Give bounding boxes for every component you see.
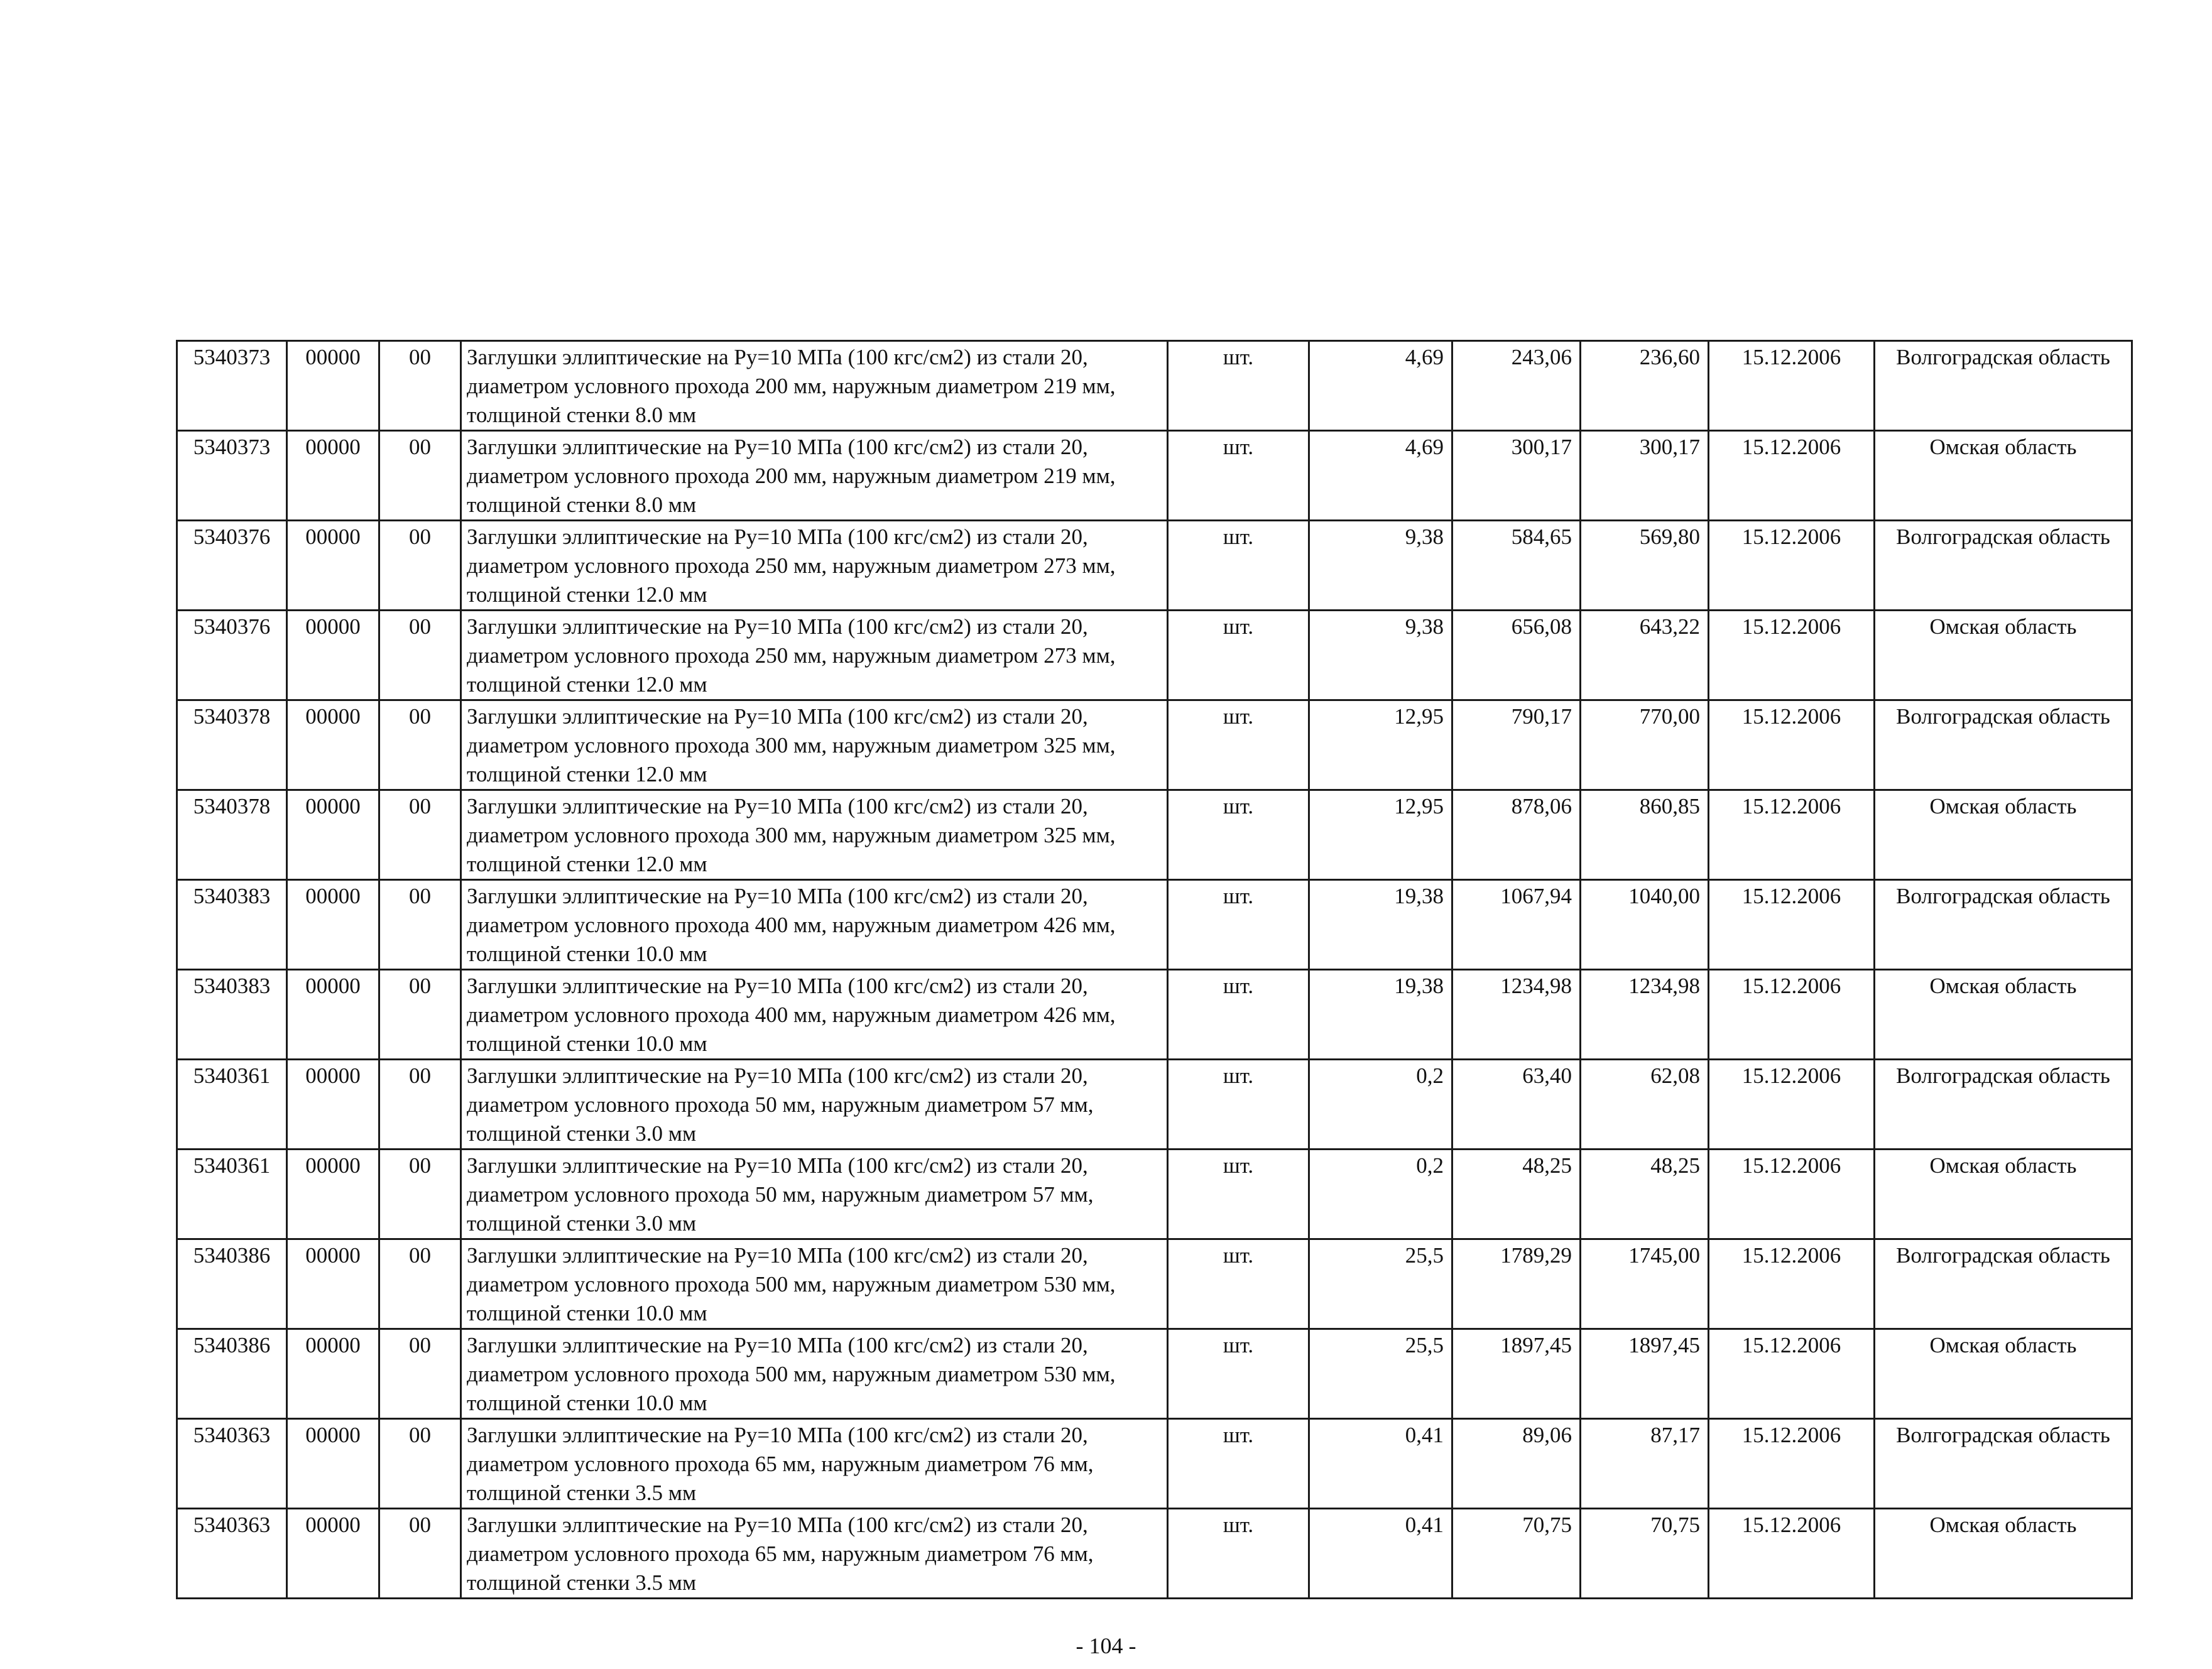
cell-price-1: 656,08 — [1452, 611, 1581, 700]
cell-subcode2: 00 — [379, 1509, 461, 1599]
cell-name: Заглушки эллиптические на Ру=10 МПа (100 кгс/см2) из стали 20, диаметром условного прохода 500 мм, наружным диаметром 530 мм, толщиной стенки 10.0 мм — [461, 1329, 1168, 1419]
table-row — [177, 1329, 2132, 1419]
cell-date: 15.12.2006 — [1709, 1419, 1875, 1509]
cell-price-2: 70,75 — [1581, 1509, 1709, 1599]
cell-subcode: 00000 — [287, 431, 379, 521]
cell-weight: 4,69 — [1309, 431, 1452, 521]
cell-subcode: 00000 — [287, 341, 379, 431]
table-row — [177, 1509, 2132, 1599]
cell-subcode: 00000 — [287, 521, 379, 611]
cell-price-2: 300,17 — [1581, 431, 1709, 521]
cell-weight: 19,38 — [1309, 880, 1452, 970]
cell-subcode: 00000 — [287, 611, 379, 700]
table-row — [177, 611, 2132, 700]
cell-code: 5340386 — [177, 1329, 287, 1419]
cell-region: Волгоградская область — [1875, 1419, 2132, 1509]
cell-date: 15.12.2006 — [1709, 431, 1875, 521]
cell-subcode: 00000 — [287, 1509, 379, 1599]
cell-region: Омская область — [1875, 1509, 2132, 1599]
cell-date: 15.12.2006 — [1709, 1329, 1875, 1419]
cell-subcode2: 00 — [379, 431, 461, 521]
cell-name: Заглушки эллиптические на Ру=10 МПа (100 кгс/см2) из стали 20, диаметром условного прохода 300 мм, наружным диаметром 325 мм, толщиной стенки 12.0 мм — [461, 700, 1168, 790]
cell-region: Волгоградская область — [1875, 521, 2132, 611]
table-row — [177, 970, 2132, 1060]
cell-weight: 12,95 — [1309, 700, 1452, 790]
cell-name: Заглушки эллиптические на Ру=10 МПа (100 кгс/см2) из стали 20, диаметром условного прохода 250 мм, наружным диаметром 273 мм, толщиной стенки 12.0 мм — [461, 521, 1168, 611]
cell-weight: 4,69 — [1309, 341, 1452, 431]
cell-price-2: 1897,45 — [1581, 1329, 1709, 1419]
cell-unit: шт. — [1168, 880, 1309, 970]
cell-price-1: 63,40 — [1452, 1060, 1581, 1150]
cell-code: 5340383 — [177, 970, 287, 1060]
cell-weight: 12,95 — [1309, 790, 1452, 880]
cell-price-2: 1040,00 — [1581, 880, 1709, 970]
cell-subcode: 00000 — [287, 1419, 379, 1509]
cell-region: Омская область — [1875, 970, 2132, 1060]
cell-weight: 0,41 — [1309, 1509, 1452, 1599]
cell-price-1: 1789,29 — [1452, 1239, 1581, 1329]
cell-price-1: 1067,94 — [1452, 880, 1581, 970]
cell-price-1: 584,65 — [1452, 521, 1581, 611]
cell-subcode2: 00 — [379, 341, 461, 431]
cell-subcode: 00000 — [287, 1150, 379, 1239]
cell-name: Заглушки эллиптические на Ру=10 МПа (100 кгс/см2) из стали 20, диаметром условного прохода 250 мм, наружным диаметром 273 мм, толщиной стенки 12.0 мм — [461, 611, 1168, 700]
cell-date: 15.12.2006 — [1709, 1150, 1875, 1239]
cell-price-2: 87,17 — [1581, 1419, 1709, 1509]
cell-weight: 9,38 — [1309, 611, 1452, 700]
cell-region: Омская область — [1875, 790, 2132, 880]
cell-region: Омская область — [1875, 1329, 2132, 1419]
cell-code: 5340378 — [177, 790, 287, 880]
cell-subcode: 00000 — [287, 1329, 379, 1419]
cell-unit: шт. — [1168, 1509, 1309, 1599]
cell-code: 5340361 — [177, 1060, 287, 1150]
cell-code: 5340363 — [177, 1419, 287, 1509]
page-number: - 104 - — [1076, 1633, 1136, 1658]
cell-price-1: 243,06 — [1452, 341, 1581, 431]
cell-date: 15.12.2006 — [1709, 1239, 1875, 1329]
cell-price-2: 643,22 — [1581, 611, 1709, 700]
cell-subcode2: 00 — [379, 880, 461, 970]
cell-region: Волгоградская область — [1875, 700, 2132, 790]
cell-subcode2: 00 — [379, 1329, 461, 1419]
cell-code: 5340373 — [177, 431, 287, 521]
cell-region: Омская область — [1875, 431, 2132, 521]
cell-price-1: 300,17 — [1452, 431, 1581, 521]
cell-weight: 19,38 — [1309, 970, 1452, 1060]
table-row — [177, 700, 2132, 790]
cell-date: 15.12.2006 — [1709, 1060, 1875, 1150]
cell-weight: 0,2 — [1309, 1150, 1452, 1239]
cell-date: 15.12.2006 — [1709, 341, 1875, 431]
cell-subcode: 00000 — [287, 700, 379, 790]
table-row — [177, 1239, 2132, 1329]
cell-subcode2: 00 — [379, 1060, 461, 1150]
cell-unit: шт. — [1168, 970, 1309, 1060]
price-table — [176, 340, 2133, 1599]
cell-price-2: 860,85 — [1581, 790, 1709, 880]
table-row — [177, 790, 2132, 880]
cell-code: 5340386 — [177, 1239, 287, 1329]
cell-subcode: 00000 — [287, 1239, 379, 1329]
table-row — [177, 1419, 2132, 1509]
cell-unit: шт. — [1168, 1150, 1309, 1239]
cell-price-2: 62,08 — [1581, 1060, 1709, 1150]
cell-code: 5340376 — [177, 521, 287, 611]
cell-price-1: 48,25 — [1452, 1150, 1581, 1239]
cell-date: 15.12.2006 — [1709, 970, 1875, 1060]
cell-price-2: 770,00 — [1581, 700, 1709, 790]
table-row — [177, 341, 2132, 431]
cell-subcode2: 00 — [379, 700, 461, 790]
cell-subcode: 00000 — [287, 970, 379, 1060]
cell-code: 5340383 — [177, 880, 287, 970]
cell-subcode2: 00 — [379, 521, 461, 611]
cell-name: Заглушки эллиптические на Ру=10 МПа (100 кгс/см2) из стали 20, диаметром условного прохода 200 мм, наружным диаметром 219 мм, толщиной стенки 8.0 мм — [461, 341, 1168, 431]
cell-subcode2: 00 — [379, 970, 461, 1060]
cell-price-2: 1745,00 — [1581, 1239, 1709, 1329]
cell-subcode: 00000 — [287, 1060, 379, 1150]
cell-price-1: 1234,98 — [1452, 970, 1581, 1060]
cell-name: Заглушки эллиптические на Ру=10 МПа (100 кгс/см2) из стали 20, диаметром условного прохода 50 мм, наружным диаметром 57 мм, толщиной стенки 3.0 мм — [461, 1060, 1168, 1150]
table-row — [177, 880, 2132, 970]
cell-subcode: 00000 — [287, 880, 379, 970]
cell-unit: шт. — [1168, 521, 1309, 611]
cell-price-1: 89,06 — [1452, 1419, 1581, 1509]
cell-code: 5340376 — [177, 611, 287, 700]
cell-price-2: 1234,98 — [1581, 970, 1709, 1060]
table-body — [177, 341, 2132, 1599]
cell-unit: шт. — [1168, 1329, 1309, 1419]
cell-region: Омская область — [1875, 1150, 2132, 1239]
cell-price-1: 70,75 — [1452, 1509, 1581, 1599]
cell-name: Заглушки эллиптические на Ру=10 МПа (100 кгс/см2) из стали 20, диаметром условного прохода 50 мм, наружным диаметром 57 мм, толщиной стенки 3.0 мм — [461, 1150, 1168, 1239]
cell-unit: шт. — [1168, 341, 1309, 431]
cell-name: Заглушки эллиптические на Ру=10 МПа (100 кгс/см2) из стали 20, диаметром условного прохода 200 мм, наружным диаметром 219 мм, толщиной стенки 8.0 мм — [461, 431, 1168, 521]
cell-subcode2: 00 — [379, 790, 461, 880]
cell-name: Заглушки эллиптические на Ру=10 МПа (100 кгс/см2) из стали 20, диаметром условного прохода 65 мм, наружным диаметром 76 мм, толщиной стенки 3.5 мм — [461, 1509, 1168, 1599]
cell-weight: 0,41 — [1309, 1419, 1452, 1509]
cell-date: 15.12.2006 — [1709, 1509, 1875, 1599]
cell-region: Волгоградская область — [1875, 341, 2132, 431]
cell-weight: 9,38 — [1309, 521, 1452, 611]
cell-code: 5340361 — [177, 1150, 287, 1239]
cell-name: Заглушки эллиптические на Ру=10 МПа (100 кгс/см2) из стали 20, диаметром условного прохода 65 мм, наружным диаметром 76 мм, толщиной стенки 3.5 мм — [461, 1419, 1168, 1509]
cell-region: Омская область — [1875, 611, 2132, 700]
cell-code: 5340378 — [177, 700, 287, 790]
cell-code: 5340363 — [177, 1509, 287, 1599]
table-row — [177, 1060, 2132, 1150]
cell-name: Заглушки эллиптические на Ру=10 МПа (100 кгс/см2) из стали 20, диаметром условного прохода 400 мм, наружным диаметром 426 мм, толщиной стенки 10.0 мм — [461, 970, 1168, 1060]
cell-region: Волгоградская область — [1875, 880, 2132, 970]
cell-price-1: 878,06 — [1452, 790, 1581, 880]
cell-price-2: 236,60 — [1581, 341, 1709, 431]
cell-price-2: 48,25 — [1581, 1150, 1709, 1239]
cell-subcode2: 00 — [379, 1239, 461, 1329]
cell-weight: 0,2 — [1309, 1060, 1452, 1150]
cell-region: Волгоградская область — [1875, 1060, 2132, 1150]
table-row — [177, 521, 2132, 611]
cell-date: 15.12.2006 — [1709, 880, 1875, 970]
cell-date: 15.12.2006 — [1709, 521, 1875, 611]
cell-unit: шт. — [1168, 790, 1309, 880]
cell-name: Заглушки эллиптические на Ру=10 МПа (100 кгс/см2) из стали 20, диаметром условного прохода 300 мм, наружным диаметром 325 мм, толщиной стенки 12.0 мм — [461, 790, 1168, 880]
cell-weight: 25,5 — [1309, 1329, 1452, 1419]
cell-subcode2: 00 — [379, 1419, 461, 1509]
cell-unit: шт. — [1168, 1419, 1309, 1509]
cell-weight: 25,5 — [1309, 1239, 1452, 1329]
cell-subcode2: 00 — [379, 611, 461, 700]
table-row — [177, 1150, 2132, 1239]
cell-subcode2: 00 — [379, 1150, 461, 1239]
cell-subcode: 00000 — [287, 790, 379, 880]
cell-region: Волгоградская область — [1875, 1239, 2132, 1329]
cell-price-1: 790,17 — [1452, 700, 1581, 790]
cell-code: 5340373 — [177, 341, 287, 431]
cell-unit: шт. — [1168, 611, 1309, 700]
cell-unit: шт. — [1168, 431, 1309, 521]
table-row — [177, 431, 2132, 521]
cell-name: Заглушки эллиптические на Ру=10 МПа (100 кгс/см2) из стали 20, диаметром условного прохода 500 мм, наружным диаметром 530 мм, толщиной стенки 10.0 мм — [461, 1239, 1168, 1329]
cell-date: 15.12.2006 — [1709, 611, 1875, 700]
cell-price-1: 1897,45 — [1452, 1329, 1581, 1419]
cell-unit: шт. — [1168, 1060, 1309, 1150]
cell-date: 15.12.2006 — [1709, 790, 1875, 880]
cell-date: 15.12.2006 — [1709, 700, 1875, 790]
cell-price-2: 569,80 — [1581, 521, 1709, 611]
cell-unit: шт. — [1168, 1239, 1309, 1329]
cell-name: Заглушки эллиптические на Ру=10 МПа (100 кгс/см2) из стали 20, диаметром условного прохода 400 мм, наружным диаметром 426 мм, толщиной стенки 10.0 мм — [461, 880, 1168, 970]
cell-unit: шт. — [1168, 700, 1309, 790]
